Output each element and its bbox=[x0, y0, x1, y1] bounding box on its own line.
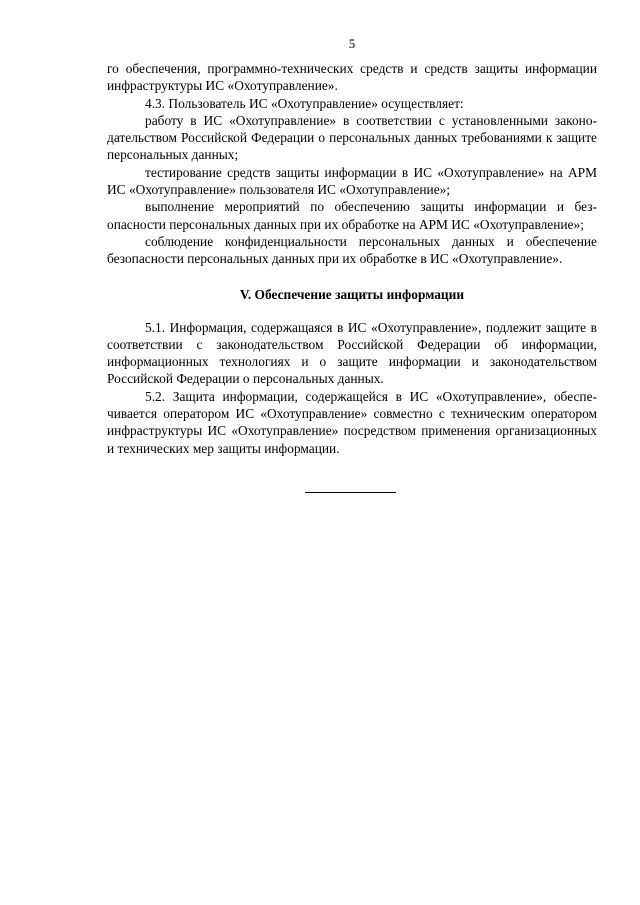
section-heading: V. Обеспечение защиты информации bbox=[239, 286, 465, 302]
list-item-testing-protection: тестирование средств защиты информации в ИС «Охотуправление» на АРМ ИС «Охотуправление» пользователя ИС «Охотуправление»; bbox=[107, 164, 597, 198]
page-content bbox=[107, 36, 597, 457]
paragraph-continuation: го обеспечения, программно-технических средств и средств защиты информации инфраструктуры ИС «Охотуправление». bbox=[107, 61, 597, 94]
page-number: 5 bbox=[348, 36, 356, 51]
list-item-protection-measures: выполнение мероприятий по обеспечению защиты информации и безопасности персональных данных при их обработке на АРМ ИС «Охотуправление»; bbox=[107, 199, 597, 232]
paragraph-4-3: 4.3. Пользователь ИС «Охотуправление» осуществляет: bbox=[145, 95, 464, 111]
paragraph-5-2: 5.2. Защита информации, содержащейся в ИС «Охотуправление», обеспечивается оператором ИС «Охотуправление» совместно с техническим оператором инфраструктуры ИС «Охотуправление» посредством применения организационных и технических мер защиты информации. bbox=[107, 388, 597, 456]
end-of-document-rule bbox=[305, 492, 396, 493]
list-item-work-in-system: работу в ИС «Охотуправление» в соответствии с установленными законодательством Российской Федерации о персональных данных требованиями к защите персональных данных; bbox=[107, 112, 597, 163]
paragraph-5-1: 5.1. Информация, содержащаяся в ИС «Охотуправление», подлежит защите в соответствии с законодательством Российской Федерации об информации, информационных технологиях и о защите информации и законодательством Российской Федерации о персональных данных. bbox=[107, 319, 597, 387]
list-item-confidentiality: соблюдение конфиденциальности персональных данных и обеспечение безопасности персональных данных при их обработке в ИС «Охотуправление». bbox=[107, 233, 597, 267]
